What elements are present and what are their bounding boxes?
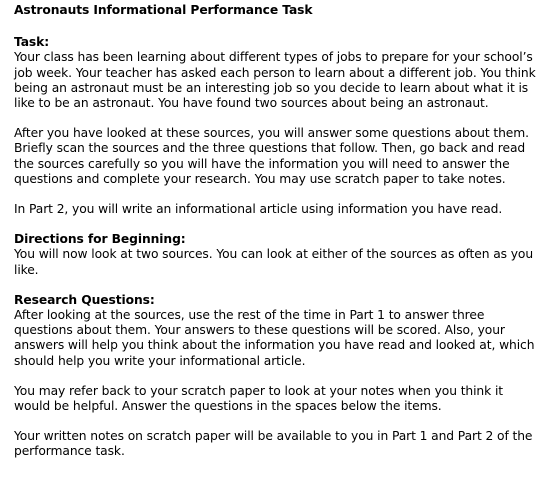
task-section (14, 35, 540, 217)
document-title: Astronauts Informational Performance Task (14, 3, 313, 17)
research-questions-heading: Research Questions: (14, 292, 155, 307)
task-heading: Task: (14, 35, 50, 50)
directions-paragraph: You will now look at two sources. You can look at either of the sources as often as you like. (14, 247, 534, 277)
research-paragraph-1: After looking at the sources, use the rest of the time in Part 1 to answer three questions about them. Your answers to these questions will be scored. Also, your answers will help you think about the information you have read and looked at, which should help you write your informational article. (14, 308, 535, 368)
research-questions-section (14, 293, 540, 460)
task-paragraph-3: In Part 2, you will write an informational article using information you have read. (14, 202, 503, 217)
task-paragraph-2: After you have looked at these sources, you will answer some questions about them. Briefly scan the sources and the three questions that follow. Then, go back and read the sources carefully so you will have the information you will need to answer the questions and complete your research. You may use scratch paper to take notes. (14, 126, 529, 186)
research-paragraph-2: You may refer back to your scratch paper to look at your notes when you think it would be helpful. Answer the questions in the spaces below the items. (14, 383, 503, 414)
research-paragraph-3: Your written notes on scratch paper will be available to you in Part 1 and Part 2 of the performance task. (14, 429, 533, 459)
directions-section (14, 232, 540, 278)
task-paragraph-1: Your class has been learning about different types of jobs to prepare for your school’s job week. Your teacher has asked each person to learn about a different job. You think being an astronaut must be an interesting job so you decide to learn about what it is like to be an astronaut. You have found two sources about being an astronaut. (14, 50, 536, 111)
directions-heading: Directions for Beginning: (14, 232, 186, 247)
